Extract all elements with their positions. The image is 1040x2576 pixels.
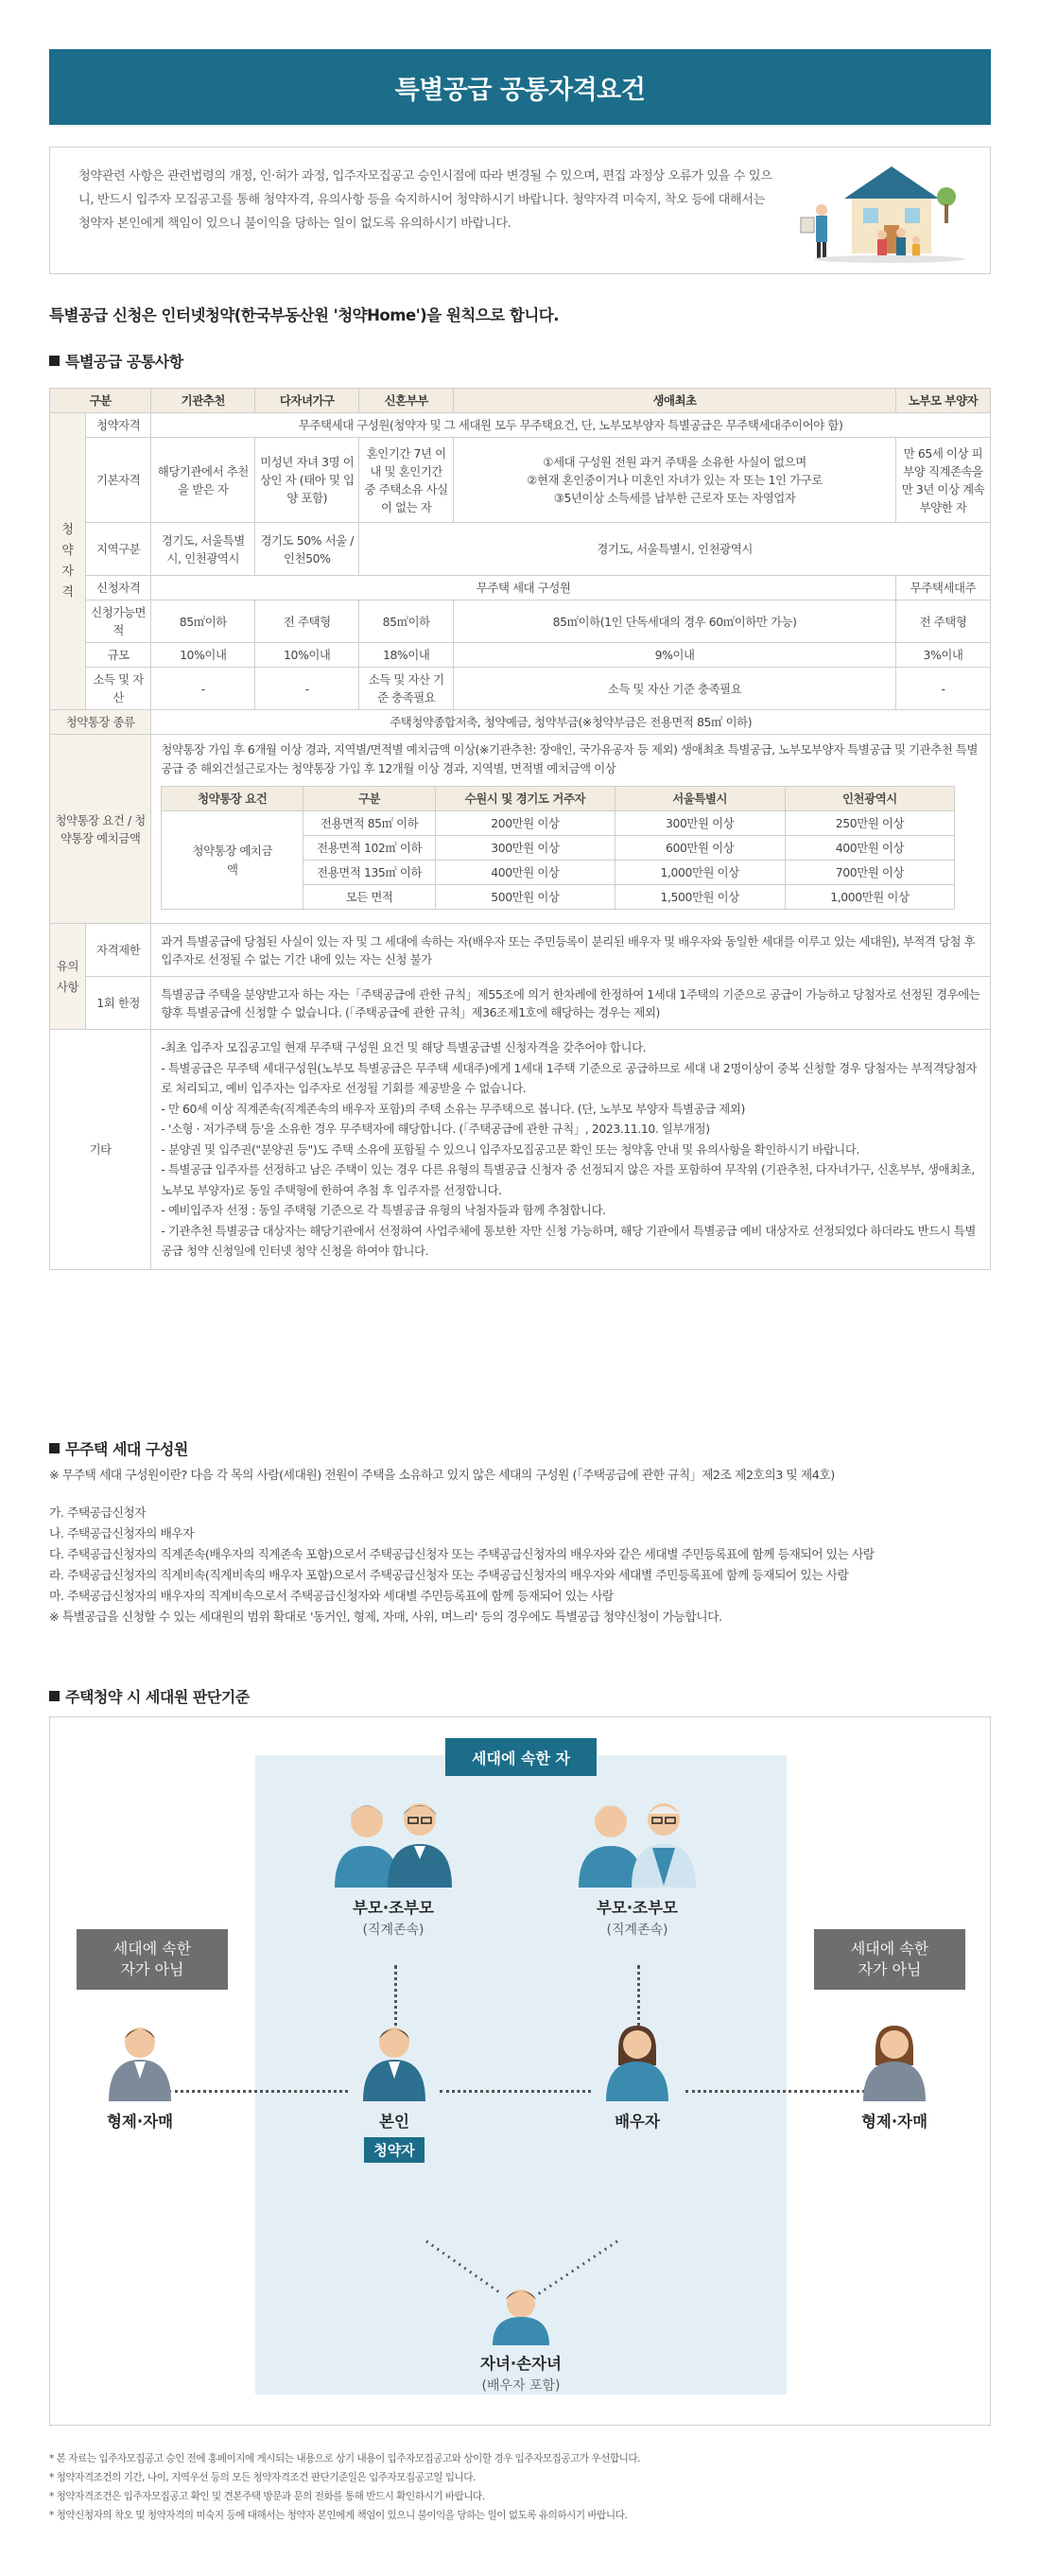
parents-left-label: 부모·조부모 (직계존속) xyxy=(318,1895,469,1939)
cell: 9%이내 xyxy=(454,643,896,668)
cell: 주택청약종합저축, 청약예금, 청약부금(※청약부금은 전용면적 85㎡ 이하) xyxy=(151,710,991,735)
parents-couple-icon xyxy=(318,1793,469,1888)
deposit-header: 청약통장 요건 xyxy=(162,787,303,811)
cell: 700만원 이상 xyxy=(785,861,955,885)
row-label: 1회 한정 xyxy=(85,977,150,1030)
footnote: * 청약자격조건의 기간, 나이, 지역우선 등의 모든 청약자격조건 판단기준일은 입주자모집공고일 입니다. xyxy=(49,2472,476,2483)
row-label: 신청가능면적 xyxy=(85,600,150,643)
cell: ①세대 구성원 전원 과거 주택을 소유한 사실이 없으며 ②현재 혼인중이거나 미혼인 자녀가 있는 자 또는 1인 가구로 ③5년이상 소득세를 납부한 근로자 또는 자영업자 xyxy=(454,438,896,523)
cell: 전 주택형 xyxy=(255,600,359,643)
footnotes xyxy=(49,2449,995,2525)
cell: 600만원 이상 xyxy=(615,836,785,861)
etc-list xyxy=(161,1037,980,1262)
cell: 무주택세대 구성원(청약자 및 그 세대원 모두 무주택요건, 단, 노부모부양자 특별공급은 무주택세대주이어야 함) xyxy=(151,413,991,438)
footnote: * 청약자격조건은 입주자모집공고 확인 및 견본주택 방문과 문의 전화를 통해 반드시 확인하시기 바랍니다. xyxy=(49,2491,485,2502)
etc-cell xyxy=(151,1030,991,1270)
section-title-text: 무주택 세대 구성원 xyxy=(65,1440,188,1458)
table-row xyxy=(50,668,991,710)
list-item: - 특별공급 입주자를 선정하고 남은 주택이 있는 경우 다른 유형의 특별공급 신청자 중 선정되지 않은 자를 포함하여 무작위 (기관추천, 다자녀가구, 신혼부부, 생애최초, 노부모 부양자)로 동일 주택형에 한하여 추첨 후 입주자를 선정합니다. xyxy=(161,1162,975,1197)
account-requirement-cell xyxy=(151,735,991,924)
intro-text: 청약관련 사항은 관련법령의 개정, 인·허가 과정, 입주자모집공고 승인시점에 따라 변경될 수 있으며, 편집 과정상 오류가 있을 수 있으니, 반드시 입주자 모집공고를 통해 청약자격, 유의사항 등을 숙지하시어 청약하시기 바랍니다. 청약자격 미숙지, 착오 등에 대해서는 청약자 본인에게 책임이 있으니 불이익을 당하는 일이 없도록 유의하시기 바랍니다. xyxy=(78,169,772,231)
not-household-tag-left: 세대에 속한 자가 아님 xyxy=(77,1929,228,1990)
section-title-text: 특별공급 공통사항 xyxy=(65,353,183,371)
cell: 해당기관에서 추천을 받은 자 xyxy=(151,438,255,523)
row-label: 청약통장 종류 xyxy=(50,710,151,735)
definition-item: 다. 주택공급신청자의 직계존속(배우자의 직계존속 포함)으로서 주택공급신청자 또는 주택공급신청자의 배우자와 같은 세대별 주민등록표에 함께 등재되어 있는 사람 xyxy=(49,1548,875,1562)
deposit-header: 인천광역시 xyxy=(785,787,955,811)
cell: 모든 면적 xyxy=(303,885,436,910)
definition-block xyxy=(49,1466,995,1628)
row-label: 청약통장 요건 / 청약통장 예치금액 xyxy=(50,735,151,924)
cell: 400만원 이상 xyxy=(785,836,955,861)
table-row xyxy=(50,413,991,438)
sibling-right-label: 형제·자매 xyxy=(860,2113,928,2131)
table-row xyxy=(50,523,991,576)
cell: 소득 및 자산 기준 충족필요 xyxy=(359,668,454,710)
cell: 만 65세 이상 피부양 직계존속을 만 3년 이상 계속 부양한 자 xyxy=(895,438,990,523)
cell: 1,500만원 이상 xyxy=(615,885,785,910)
not-household-tag-right: 세대에 속한 자가 아님 xyxy=(814,1929,965,1990)
table-row xyxy=(50,576,991,600)
spouse-person-icon xyxy=(606,2022,668,2101)
definition-intro: ※ 무주택 세대 구성원이란? 다음 각 목의 사람(세대원) 전원이 주택을 소유하고 있지 않은 세대의 구성원 (「주택공급에 관한 규칙」제2조 제2호의3 및 제4호) xyxy=(49,1469,835,1483)
row-label: 지역구분 xyxy=(85,523,150,576)
grandparents-couple-icon xyxy=(562,1793,713,1888)
deposit-row xyxy=(162,811,955,836)
cell: - xyxy=(895,668,990,710)
cell: - xyxy=(151,668,255,710)
table-row xyxy=(50,977,991,1030)
cell: 전 주택형 xyxy=(895,600,990,643)
table-header: 신혼부부 xyxy=(359,389,454,413)
table-header: 다자녀가구 xyxy=(255,389,359,413)
page-title: 특별공급 공통자격요건 xyxy=(49,49,991,125)
cell: 85㎡이하(1인 단독세대의 경우 60㎡이하만 가능) xyxy=(454,600,896,643)
parents-left-sublabel: (직계존속) xyxy=(362,1923,425,1938)
main-notice: 특별공급 신청은 인터넷청약(한국부동산원 '청약Home')을 원칙으로 합니다. xyxy=(49,306,559,324)
sibling-right-icon xyxy=(863,2022,926,2101)
definition-note: ※ 특별공급을 신청할 수 있는 세대원의 범위 확대로 '동거인, 형제, 자매, 사위, 며느리' 등의 경우에도 특별공급 청약신청이 가능합니다. xyxy=(49,1610,722,1625)
section-title-household xyxy=(49,1437,188,1459)
cell: 1,000만원 이상 xyxy=(615,861,785,885)
cell: 미성년 자녀 3명 이상인 자 (태아 및 입양 포함) xyxy=(255,438,359,523)
cell: 300만원 이상 xyxy=(615,811,785,836)
cell: - xyxy=(255,668,359,710)
cell: 10%이내 xyxy=(255,643,359,668)
cell: 전용면적 102㎡ 이하 xyxy=(303,836,436,861)
sibling-left-icon xyxy=(109,2022,171,2101)
cell: 과거 특별공급에 당첨된 사실이 있는 자 및 그 세대에 속하는 자(배우자 또는 주민등록이 분리된 배우자 및 배우자와 동일한 세대를 이루고 있는 세대원), 부적격 당첨 후 입주자로 선정될 수 없는 기간 내에 있는 자는 신청 불가 xyxy=(151,924,991,977)
cell: 무주택 세대 구성원 xyxy=(151,576,896,600)
table-header-row xyxy=(50,389,991,413)
parents-right-sublabel: (직계존속) xyxy=(606,1923,668,1938)
cell: 200만원 이상 xyxy=(436,811,615,836)
deposit-table xyxy=(161,786,955,910)
list-item: -최초 입주자 모집공고일 현재 무주택 구성원 요건 및 해당 특별공급별 신청자격을 갖추어야 합니다. xyxy=(161,1040,647,1054)
account-requirement-text: 청약통장 가입 후 6개월 이상 경과, 지역별/면적별 예치금액 이상(※기관추천: 장애인, 국가유공자 등 제외) 생애최초 특별공급, 노부모부양자 특별공급 및 기관추천 특별공급 중 해외건설근로자는 청약통장 가입 후 12개월 이상 경과, 지역별, 면적별 예치금액 이상 xyxy=(161,742,979,775)
child-label: 자녀·손자녀 (배우자 포함) xyxy=(445,2351,597,2394)
common-requirements-table xyxy=(49,388,991,1270)
self-person-icon xyxy=(363,2022,425,2101)
deposit-header: 구분 xyxy=(303,787,436,811)
definition-item: 가. 주택공급신청자 xyxy=(49,1506,147,1521)
cell: 특별공급 주택을 분양받고자 하는 자는「주택공급에 관한 규칙」제55조에 의거 한차례에 한정하여 1세대 1주택의 기준으로 공급이 가능하고 당첨자로 선정된 경우에는 향후 특별공급에 신청할 수 없습니다. (「주택공급에 관한 규칙」제36조제1호에 해당하는 경우는 제외) xyxy=(151,977,991,1030)
parents-right-label: 부모·조부모 (직계존속) xyxy=(562,1895,713,1939)
cell: 10%이내 xyxy=(151,643,255,668)
self-label: 본인 청약자 xyxy=(319,2109,470,2163)
row-label: 소득 및 자산 xyxy=(85,668,150,710)
sibling-left-label: 형제·자매 xyxy=(106,2113,174,2131)
list-item: - 만 60세 이상 직계존속(직계존속의 배우자 포함)의 주택 소유는 무주택으로 봅니다. (단, 노부모 부양자 특별공급 제외) xyxy=(161,1101,745,1116)
row-label: 규모 xyxy=(85,643,150,668)
definition-item: 나. 주택공급신청자의 배우자 xyxy=(49,1527,195,1541)
table-row xyxy=(50,924,991,977)
section-title-text: 주택청약 시 세대원 판단기준 xyxy=(65,1688,250,1706)
household-diagram xyxy=(49,1716,991,2426)
cell: 소득 및 자산 기준 충족필요 xyxy=(454,668,896,710)
cell: 경기도, 서울특별시, 인천광역시 xyxy=(359,523,991,576)
deposit-group-label: 청약통장 예치금액 xyxy=(162,811,303,910)
cell: 1,000만원 이상 xyxy=(785,885,955,910)
applicant-badge: 청약자 xyxy=(364,2137,424,2163)
row-label: 기본자격 xyxy=(85,438,150,523)
cell: 18%이내 xyxy=(359,643,454,668)
cell: 500만원 이상 xyxy=(436,885,615,910)
deposit-header: 서울특별시 xyxy=(615,787,785,811)
list-item: - 기관추천 특별공급 대상자는 해당기관에서 선정하여 사업주체에 통보한 자만 신청 가능하며, 해당 기관에서 특별공급 예비 대상자로 선정되었다 하더라도 반드시 특별공급 청약 신청일에 인터넷 청약 신청을 하여야 합니다. xyxy=(161,1223,976,1258)
list-item: - 예비입주자 선정 : 동일 주택형 기준으로 각 특별공급 유형의 낙첨자들과 함께 추첨합니다. xyxy=(161,1203,606,1217)
household-tag: 세대에 속한 자 xyxy=(445,1738,597,1776)
table-header: 기관추천 xyxy=(151,389,255,413)
row-label: 기타 xyxy=(50,1030,151,1270)
spouse-label: 배우자 xyxy=(615,2113,660,2131)
child-person-icon xyxy=(491,2285,551,2345)
row-label: 청약자격 xyxy=(85,413,150,438)
section-title-common xyxy=(49,350,183,372)
cell: 전용면적 85㎡ 이하 xyxy=(303,811,436,836)
list-item: - 분양권 및 입주권("분양권 등")도 주택 소유에 포함될 수 있으니 입주자모집공고문 확인 또는 청약홈 안내 및 유의사항을 확인하시기 바랍니다. xyxy=(161,1141,859,1157)
cell: 3%이내 xyxy=(895,643,990,668)
intro-box xyxy=(49,147,991,274)
group-label-notice: 유의 사항 xyxy=(50,924,86,1030)
table-row xyxy=(50,710,991,735)
table-row xyxy=(50,600,991,643)
footnote: * 청약신청자의 착오 및 청약자격의 미숙지 등에 대해서는 청약자 본인에게 책임이 있으니 불이익을 당하는 일이 없도록 유의하시기 바랍니다. xyxy=(49,2510,628,2521)
footnote: * 본 자료는 입주자모집공고 승인 전에 홍페이지에 게시되는 내용으로 상기 내용이 입주자모집공고와 상이할 경우 입주자모집공고가 우선합니다. xyxy=(49,2453,640,2464)
list-item: - '소형 · 저가주택 등'을 소유한 경우 무주택자에 해당합니다. (「주택공급에 관한 규칙」, 2023.11.10. 일부개정) xyxy=(161,1122,710,1136)
cell: 300만원 이상 xyxy=(436,836,615,861)
row-label: 자격제한 xyxy=(85,924,150,977)
table-header: 노부모 부양자 xyxy=(895,389,990,413)
table-row xyxy=(50,1030,991,1270)
cell: 85㎡이하 xyxy=(359,600,454,643)
table-header: 구분 xyxy=(50,389,151,413)
cell: 혼인기간 7년 이내 및 혼인기간 중 주택소유 사실이 없는 자 xyxy=(359,438,454,523)
table-row xyxy=(50,735,991,924)
section-title-criteria xyxy=(49,1685,250,1707)
definition-item: 라. 주택공급신청자의 직계비속(직계비속의 배우자 포함)으로서 주택공급신청자 또는 주택공급신청자의 배우자와 세대별 주민등록표에 함께 등재되어 있는 사람 xyxy=(49,1569,849,1583)
cell: 경기도 50% 서울 /인천50% xyxy=(255,523,359,576)
cell: 무주택세대주 xyxy=(895,576,990,600)
deposit-header: 수원시 및 경기도 거주자 xyxy=(436,787,615,811)
list-item: - 특별공급은 무주택 세대구성원(노부모 특별공급은 무주택 세대주)에게 1세대 1주택 기준으로 공급하므로 세대 내 2명이상이 중복 신청할 경우 당첨자는 부적격당첨자로 처리되고, 예비 입주자는 입주자로 선정될 기회를 제공받을 수 없습니다. xyxy=(161,1060,977,1095)
cell: 250만원 이상 xyxy=(785,811,955,836)
cell: 85㎡이하 xyxy=(151,600,255,643)
group-label-cheongyak: 청약자격 xyxy=(50,413,86,710)
cell: 전용면적 135㎡ 이하 xyxy=(303,861,436,885)
cell: 경기도, 서울특별시, 인천광역시 xyxy=(151,523,255,576)
table-row xyxy=(50,643,991,668)
cell: 400만원 이상 xyxy=(436,861,615,885)
child-sublabel: (배우자 포함) xyxy=(481,2378,561,2393)
table-header: 생애최초 xyxy=(454,389,896,413)
definition-item: 마. 주택공급신청자의 배우자의 직계비속으로서 주택공급신청자와 세대별 주민등록표에 함께 등재되어 있는 사람 xyxy=(49,1590,614,1604)
table-row xyxy=(50,438,991,523)
house-family-illustration xyxy=(795,159,965,265)
row-label: 신청자격 xyxy=(85,576,150,600)
